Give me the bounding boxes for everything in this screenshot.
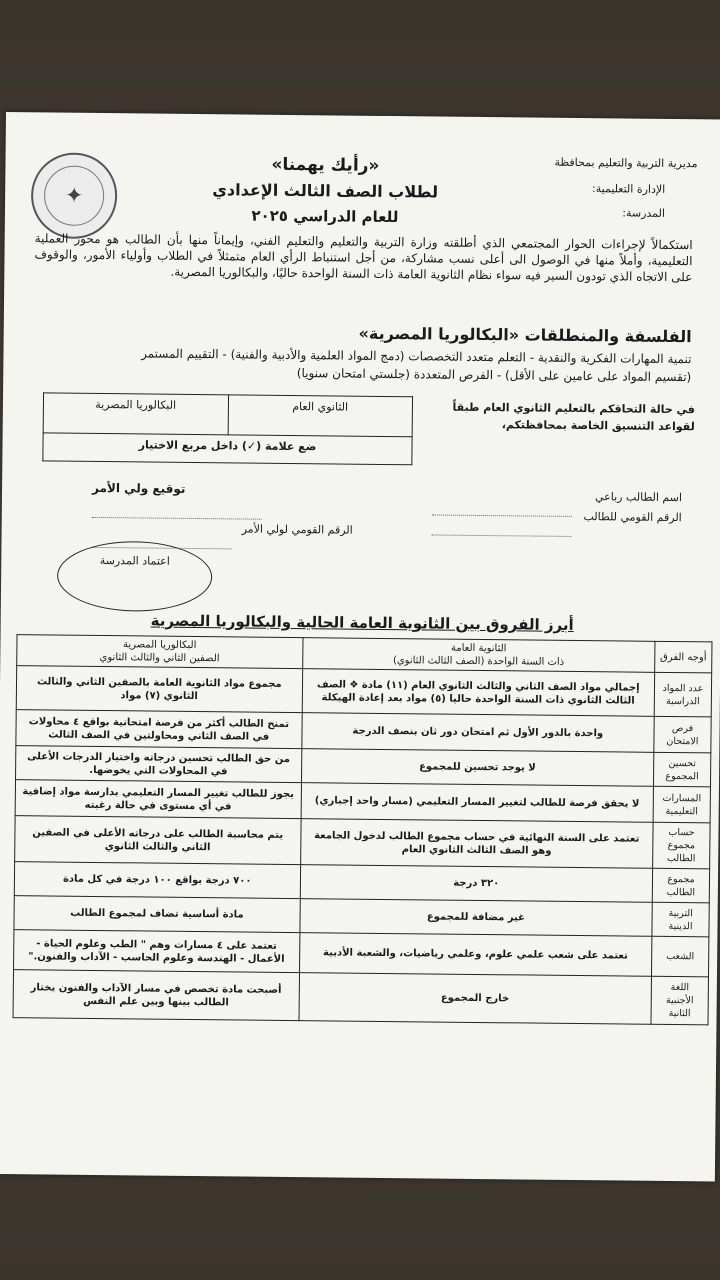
philosophy-line-2: (تقسيم المواد على عامين على الأقل) - الفرص المتعددة (جلستي امتحان سنويا) [296, 366, 692, 385]
choice-general-label: الثانوي العام [292, 400, 349, 414]
philosophy-line-1: تنمية المهارات الفكرية والنقدية - التعلم متعدد التخصصات (دمج المواد العلمية والأدبية والفنية) - التقييم المستمر [141, 346, 692, 367]
philosophy-title: الفلسفة والمنطلقات «البكالوريا المصرية» [358, 323, 692, 347]
choice-bac-label: البكالوريا المصرية [95, 397, 177, 412]
row-bac: مجموع مواد الثانوية العامة بالصفين الثاني والثالث الثانوي (٧) مواد [16, 666, 302, 713]
guardian-sign-text: توقيع ولي الأمر [91, 480, 186, 496]
row-bac: أصبحت مادة تخصص في مسار الآداب والفنون يختار الطالب بينها وبين علم النفس [13, 970, 299, 1021]
side-note: في حالة التحاقكم بالتعليم الثانوي العام طبقاً لقواعد التنسيق الخاصة بمحافظتكم، [452, 400, 695, 434]
row-general: تعتمد على السنة النهائية في حساب مجموع الطالب لدخول الجامعة وهو الصف الثالث الثانوي العام [300, 819, 653, 869]
row-bac: من حق الطالب تحسين درجاته واختيار الدرجات الأعلى في المحاولات التي يخوضها. [16, 746, 302, 783]
selection-table [42, 392, 413, 465]
survey-subtitle: لطلاب الصف الثالث الإعدادي [212, 180, 439, 202]
row-bac: مادة أساسية تضاف لمجموع الطالب [14, 896, 300, 933]
row-aspect: تحسين المجموع [653, 752, 710, 787]
admin-label: الإدارة التعليمية: [592, 182, 666, 196]
row-aspect: المسارات التعليمية [653, 786, 710, 823]
student-id-field[interactable] [432, 520, 572, 540]
school-stamp-label: اعتماد المدرسة [99, 554, 170, 568]
row-bac: ٧٠٠ درجة بواقع ١٠٠ درجة في كل مادة [14, 862, 300, 899]
row-general: خارج المجموع [299, 973, 652, 1025]
row-aspect: مجموع الطالب [652, 868, 709, 903]
table-row [15, 816, 710, 869]
row-general: واحدة بالدور الأول ثم امتحان دور ثان بنصف الدرجة [301, 713, 654, 753]
choice-general-secondary[interactable] [228, 395, 413, 437]
row-bac: تمنح الطالب أكثر من فرصة امتحانية بواقع ٤ محاولات في الصف الثاني ومحاولتين في الصف الثالث [16, 710, 302, 749]
differences-table [13, 634, 713, 1025]
eagle-icon: ✦ [44, 165, 105, 226]
row-general: إجمالي مواد الصف الثاني والثالث الثانوي العام (١١) مادة ❖ الصف الثالث الثانوي ذات السنة الواحدة حاليا (٥) مواد بعد إعادة الهيكلة [302, 669, 655, 717]
intro-paragraph: استكمالاً لإجراءات الحوار المجتمعي الذي أطلقته وزارة التربية والتعليم والتعليم الفني، وإيماناً منها بأن الطالب هو محور العملية التعليمية، وأملاً منها في الوصول الى أعلى نسب مشاركة، من أجل استنباط الرأي العام متمثلاً في الطلاب وأولياء الأمور، والوقوف على الاتجاه الذي تودون السير فيه سواء نظام الثانوية العامة ذات السنة الواحدة حاليًا، والبكالوريا المصرية. [34, 231, 693, 285]
header-bac [17, 635, 303, 669]
differences-title: أبرز الفروق بين الثانوية العامة الحالية والبكالوريا المصرية [150, 611, 574, 634]
student-id-label: الرقم القومي للطالب [583, 510, 682, 525]
row-aspect: التربية الدينية [652, 902, 709, 937]
header-general-sub: ذات السنة الواحدة (الصف الثالث الثانوي) [392, 655, 565, 668]
check-instruction: ضع علامة (✓) داخل مربع الاختيار [43, 433, 412, 465]
row-bac: تعتمد على ٤ مسارات وهم " الطب وعلوم الحياة - الأعمال - الهندسة وعلوم الحاسب - الآداب والفنون." [14, 930, 300, 973]
row-general: لا يوجد تحسين للمجموع [301, 749, 654, 787]
guardian-id-label: الرقم القومي لولي الأمر [241, 522, 353, 537]
row-aspect: اللغة الأجنبية الثانية [651, 976, 708, 1025]
guardian-sign-field[interactable] [92, 503, 262, 524]
row-general: لا يحقق فرصة للطالب لتغيير المسار التعليمي (مسار واحد إجباري) [301, 783, 654, 823]
row-aspect: حساب مجموع الطالب [653, 822, 710, 869]
survey-year: للعام الدراسي ٢٠٢٥ [251, 206, 399, 227]
row-aspect: عدد المواد الدراسية [654, 672, 711, 717]
header-general-title: الثانوية العامة [450, 642, 507, 655]
row-general: غير مضافة للمجموع [299, 899, 652, 937]
row-aspect: الشعب [651, 936, 708, 977]
header-aspect: أوجه الفرق [655, 641, 712, 673]
row-bac: يجوز للطالب تغيير المسار التعليمي بدارسة مواد إضافية في أي مستوى في حالة رغبته [15, 780, 301, 819]
choice-egyptian-bac[interactable] [43, 393, 228, 435]
survey-title: «رأيك يهمنا» [271, 154, 380, 176]
row-aspect: فرص الامتحان [654, 716, 711, 753]
row-general: تعتمد على شعب علمي علوم، وعلمي رياضيات، والشعبة الأدبية [299, 933, 652, 977]
header-bac-title: البكالوريا المصرية [122, 639, 197, 652]
survey-paper [0, 112, 720, 1181]
table-row [16, 666, 711, 717]
row-bac: يتم محاسبة الطالب على درجاته الأعلى في الصفين الثاني والثالث الثانوي [15, 816, 301, 865]
student-name-label: اسم الطالب رباعي [594, 490, 683, 505]
header-general [302, 638, 655, 673]
school-label: المدرسة: [622, 206, 666, 220]
header-bac-sub: الصفين الثاني والثالث الثانوي [99, 652, 220, 665]
school-stamp-area [57, 541, 213, 613]
ministry-logo [31, 152, 118, 239]
table-row [13, 970, 708, 1025]
row-general: ٣٢٠ درجة [300, 865, 653, 903]
student-name-field[interactable] [432, 500, 572, 520]
directorate-label: مديرية التربية والتعليم بمحافظة [554, 155, 698, 171]
guardian-sign-label [92, 481, 186, 496]
